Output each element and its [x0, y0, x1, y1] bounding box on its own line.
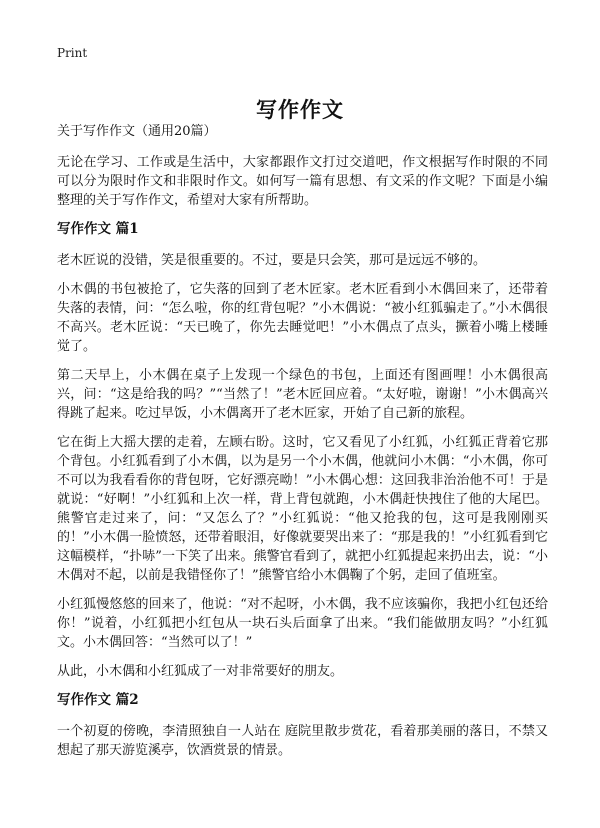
section1-paragraph: 老木匠说的没错，笑是很重要的。不过，要是只会笑，那可是远远不够的。	[57, 253, 487, 268]
section-heading-2: 写作作文 篇2	[57, 692, 139, 708]
intro-paragraph: 无论在学习、工作或是生活中，大家都跟作文打过交道吧，作文根据写作时限的不同可以分为限时作文和非限时作文。如何写一篇有思想、有文采的作文呢？下面是小编整理的关于写作作文，希望对大家有所帮助。	[57, 155, 548, 208]
section1-paragraph: 第二天早上，小木偶在桌子上发现一个绿色的书包，上面还有图画哩！小木偶很高兴，问：“这是给我的吗？”“当然了！”老木匠回应着。“太好啦，谢谢！”小木偶高兴得跳了起来。吃过早饭，小木偶离开了老木匠家，开始了自己新的旅程。	[57, 368, 548, 421]
print-link[interactable]: Print	[57, 46, 88, 60]
section1-paragraph: 小红狐慢悠悠的回来了，他说：“对不起呀，小木偶，我不应该骗你，我把小红包还给你！”说着，小红狐把小红包从一块石头后面拿了出来。“我们能做朋友吗？”小红狐文。小木偶回答：“当然可以了！”	[57, 597, 548, 650]
section1-paragraph: 小木偶的书包被抢了，它失落的回到了老木匠家。老木匠看到小木偶回来了，还带着失落的表情，问：“怎么啦，你的红背包呢？”小木偶说：“被小红狐骗走了。”小木偶很不高兴。老木匠说：“天已晚了，你先去睡觉吧！”小木偶点了点头，撅着小嘴上楼睡觉了。	[57, 282, 548, 354]
section1-paragraph: 从此，小木偶和小红狐成了一对非常要好的朋友。	[57, 664, 344, 679]
section1-paragraph: 它在街上大摇大摆的走着，左顾右盼。这时，它又看见了小红狐，小红狐正背着它那个背包。小红狐看到了小木偶，以为是另一个小木偶，他就问小木偶：“小木偶，你可不可以为我看看你的背包呀，它好漂亮呦！”小木偶心想：这回我非治治他不可！于是就说：“好啊！”小红狐和上次一样，背上背包就跑，小木偶赶快拽住了他的大尾巴。熊警官走过来了，问：“又怎么了？”小红狐说：“他又抢我的包，这可是我刚刚买的！”小木偶一脸愤怒，还带着眼泪，好像就要哭出来了：“那是我的！”小红狐看到它这幅模样，“扑哧”一下笑了出来。熊警官看到了，就把小红狐提起来扔出去，说：“小木偶对不起，以前是我错怪你了！”熊警官给小木偶鞠了个躬，走回了值班室。	[57, 435, 548, 583]
page-title: 写作作文	[256, 97, 344, 123]
article-body	[57, 122, 548, 770]
article-subtitle: 关于写作作文（通用20篇）	[57, 124, 217, 139]
section2-paragraph: 一个初夏的傍晚，李清照独自一人站在 庭院里散步赏花，看着那美丽的落日，不禁又 想起了那天游览溪亭，饮酒赏景的情景。	[57, 724, 548, 758]
section-heading-1: 写作作文 篇1	[57, 221, 139, 237]
